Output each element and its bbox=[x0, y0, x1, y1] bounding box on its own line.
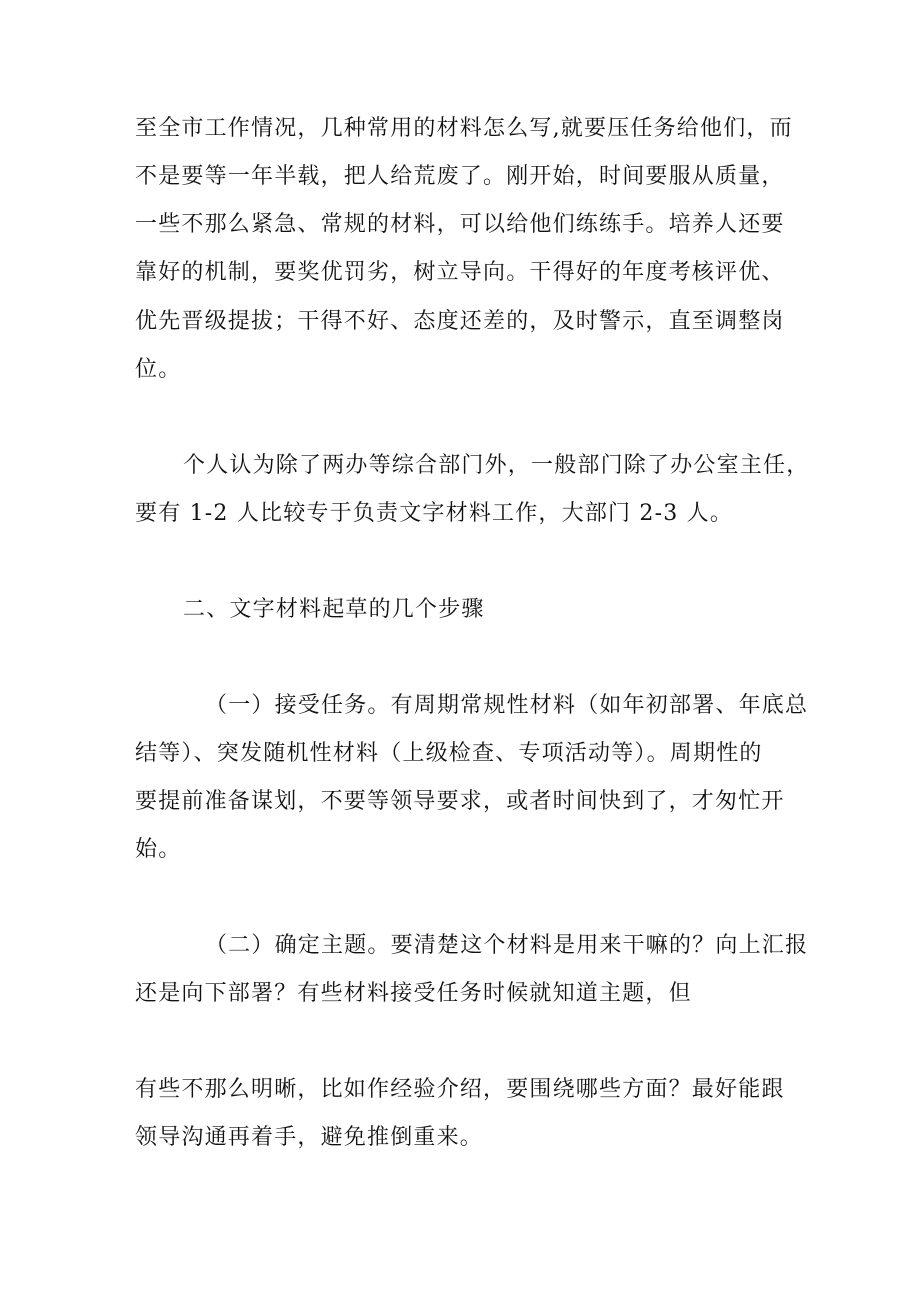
section-heading: 二、文字材料起草的几个步骤 bbox=[183, 597, 485, 622]
paragraph-5-line-1: （二）确定主题。要清楚这个材料是用来干嘛的？向上汇报 bbox=[205, 933, 809, 958]
paragraph-2-line-1: 个人认为除了两办等综合部门外，一般部门除了办公室主任， bbox=[183, 453, 810, 478]
paragraph-4-line-4: 始。 bbox=[135, 837, 182, 862]
paragraph-1-line-3: 一些不那么紧急、常规的材料，可以给他们练练手。培养人还要 bbox=[135, 212, 785, 237]
paragraph-4-line-3: 要提前准备谋划，不要等领导要求，或者时间快到了，才匆忙开 bbox=[135, 789, 785, 814]
paragraph-5-line-2: 还是向下部署？有些材料接受任务时候就知道主题，但 bbox=[135, 981, 692, 1006]
paragraph-4-line-1: （一）接受任务。有周期常规性材料（如年初部署、年底总 bbox=[205, 693, 809, 718]
paragraph-6-line-1: 有些不那么明晰，比如作经验介绍，要围绕哪些方面？最好能跟 bbox=[135, 1077, 785, 1102]
paragraph-1-line-6: 位。 bbox=[135, 357, 182, 382]
paragraph-1-line-4: 靠好的机制，要奖优罚劣，树立导向。干得好的年度考核评优、 bbox=[135, 260, 785, 285]
paragraph-4-line-2: 结等）、突发随机性材料（上级检查、专项活动等）。周期性的 bbox=[135, 741, 763, 766]
paragraph-2-line-2: 要有 1-2 人比较专于负责文字材料工作，大部门 2-3 人。 bbox=[135, 501, 734, 526]
paragraph-1-line-2: 不是要等一年半载，把人给荒废了。刚开始，时间要服从质量， bbox=[135, 164, 785, 189]
paragraph-1-line-1: 至全市工作情况，几种常用的材料怎么写,就要压任务给他们，而 bbox=[135, 116, 793, 141]
paragraph-1-line-5: 优先晋级提拔；干得不好、态度还差的，及时警示，直至调整岗 bbox=[135, 309, 785, 334]
paragraph-6-line-2: 领导沟通再着手，避免推倒重来。 bbox=[135, 1125, 484, 1150]
